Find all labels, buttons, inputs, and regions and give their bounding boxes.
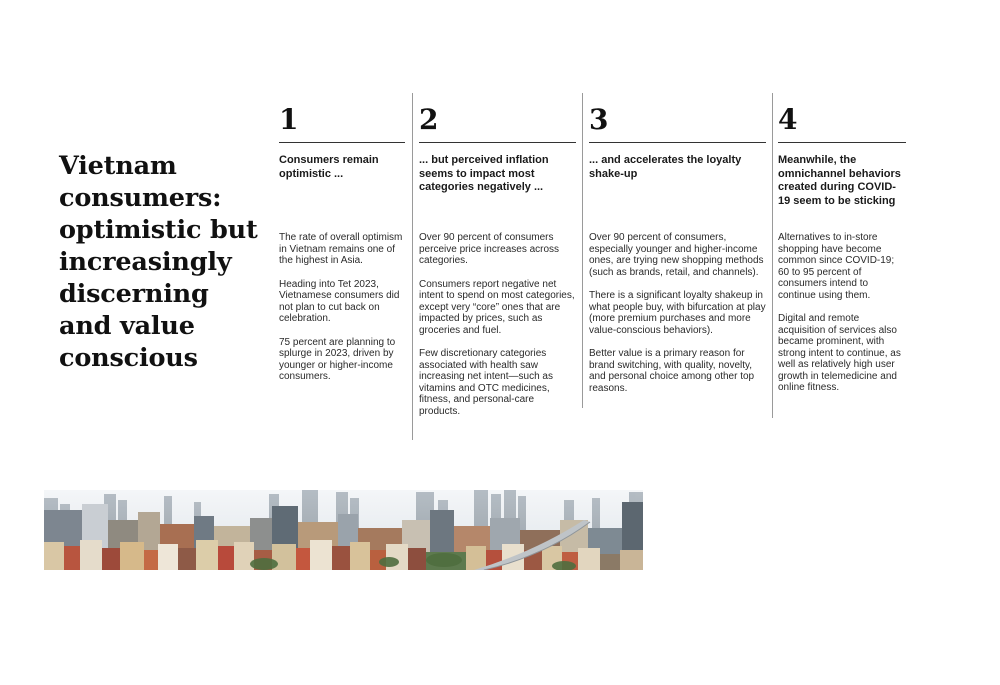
- column-paragraph: Heading into Tet 2023, Vietnamese consumers did not plan to cut back on celebration.: [279, 278, 400, 324]
- city-skyline-photo: [44, 490, 643, 570]
- column-divider: [772, 93, 773, 418]
- column-paragraph: Alternatives to in-store shopping have become common since COVID-19; 60 to 95 percent of consumers intend to continue using them.: [778, 232, 895, 301]
- column-paragraph: Consumers report negative net intent to spend on most categories, except very “core” ones that are impacted by prices, such as groceries and fuel.: [419, 278, 575, 336]
- column-paragraph: 75 percent are planning to splurge in 2023, driven by younger or higher-income consumers.: [279, 336, 396, 382]
- column-1: [279, 100, 405, 382]
- column-paragraph: There is a significant loyalty shakeup in what people buy, with bifurcation at play (more premium purchases and more value-conscious behaviors).: [589, 290, 766, 336]
- column-body: [778, 232, 906, 406]
- column-divider: [412, 93, 413, 440]
- page-title: Vietnam consumers: optimistic but increasingly discerning and value conscious: [59, 151, 258, 373]
- column-heading: ... and accelerates the loyalty shake-up: [589, 154, 742, 180]
- column-paragraph: Over 90 percent of consumers perceive price increases across categories.: [419, 232, 560, 266]
- column-heading: Meanwhile, the omnichannel behaviors created during COVID-19 seem to be sticking: [778, 154, 901, 207]
- column-paragraph: Few discretionary categories associated with health saw increasing net intent—such as vitamins and OTC medicines, fitness, and personal-care products.: [419, 348, 553, 417]
- column-heading: Consumers remain optimistic ...: [279, 154, 379, 180]
- column-number: 4: [778, 100, 906, 143]
- column-number: 3: [589, 100, 766, 143]
- column-paragraph: Better value is a primary reason for brand switching, with quality, novelty, and personal choice among other top reasons.: [589, 348, 755, 394]
- column-paragraph: The rate of overall optimism in Vietnam remains one of the highest in Asia.: [279, 232, 403, 266]
- column-body: [589, 232, 766, 406]
- column-body: [419, 232, 576, 429]
- column-divider: [582, 93, 583, 408]
- column-4: [778, 100, 906, 393]
- column-number: 1: [279, 100, 405, 143]
- column-heading: ... but perceived inflation seems to impact most categories negatively ...: [419, 154, 549, 193]
- column-paragraph: Digital and remote acquisition of services also became prominent, with strong intent to continue, as well as relatively high user growth in telemedicine and online fitness.: [778, 313, 901, 393]
- column-paragraph: Over 90 percent of consumers, especially younger and higher-income ones, are trying new shopping methods (such as brands, retail, and channels).: [589, 232, 764, 278]
- column-3: [589, 100, 766, 394]
- column-body: [279, 232, 405, 395]
- column-2: [419, 100, 576, 417]
- column-number: 2: [419, 100, 576, 143]
